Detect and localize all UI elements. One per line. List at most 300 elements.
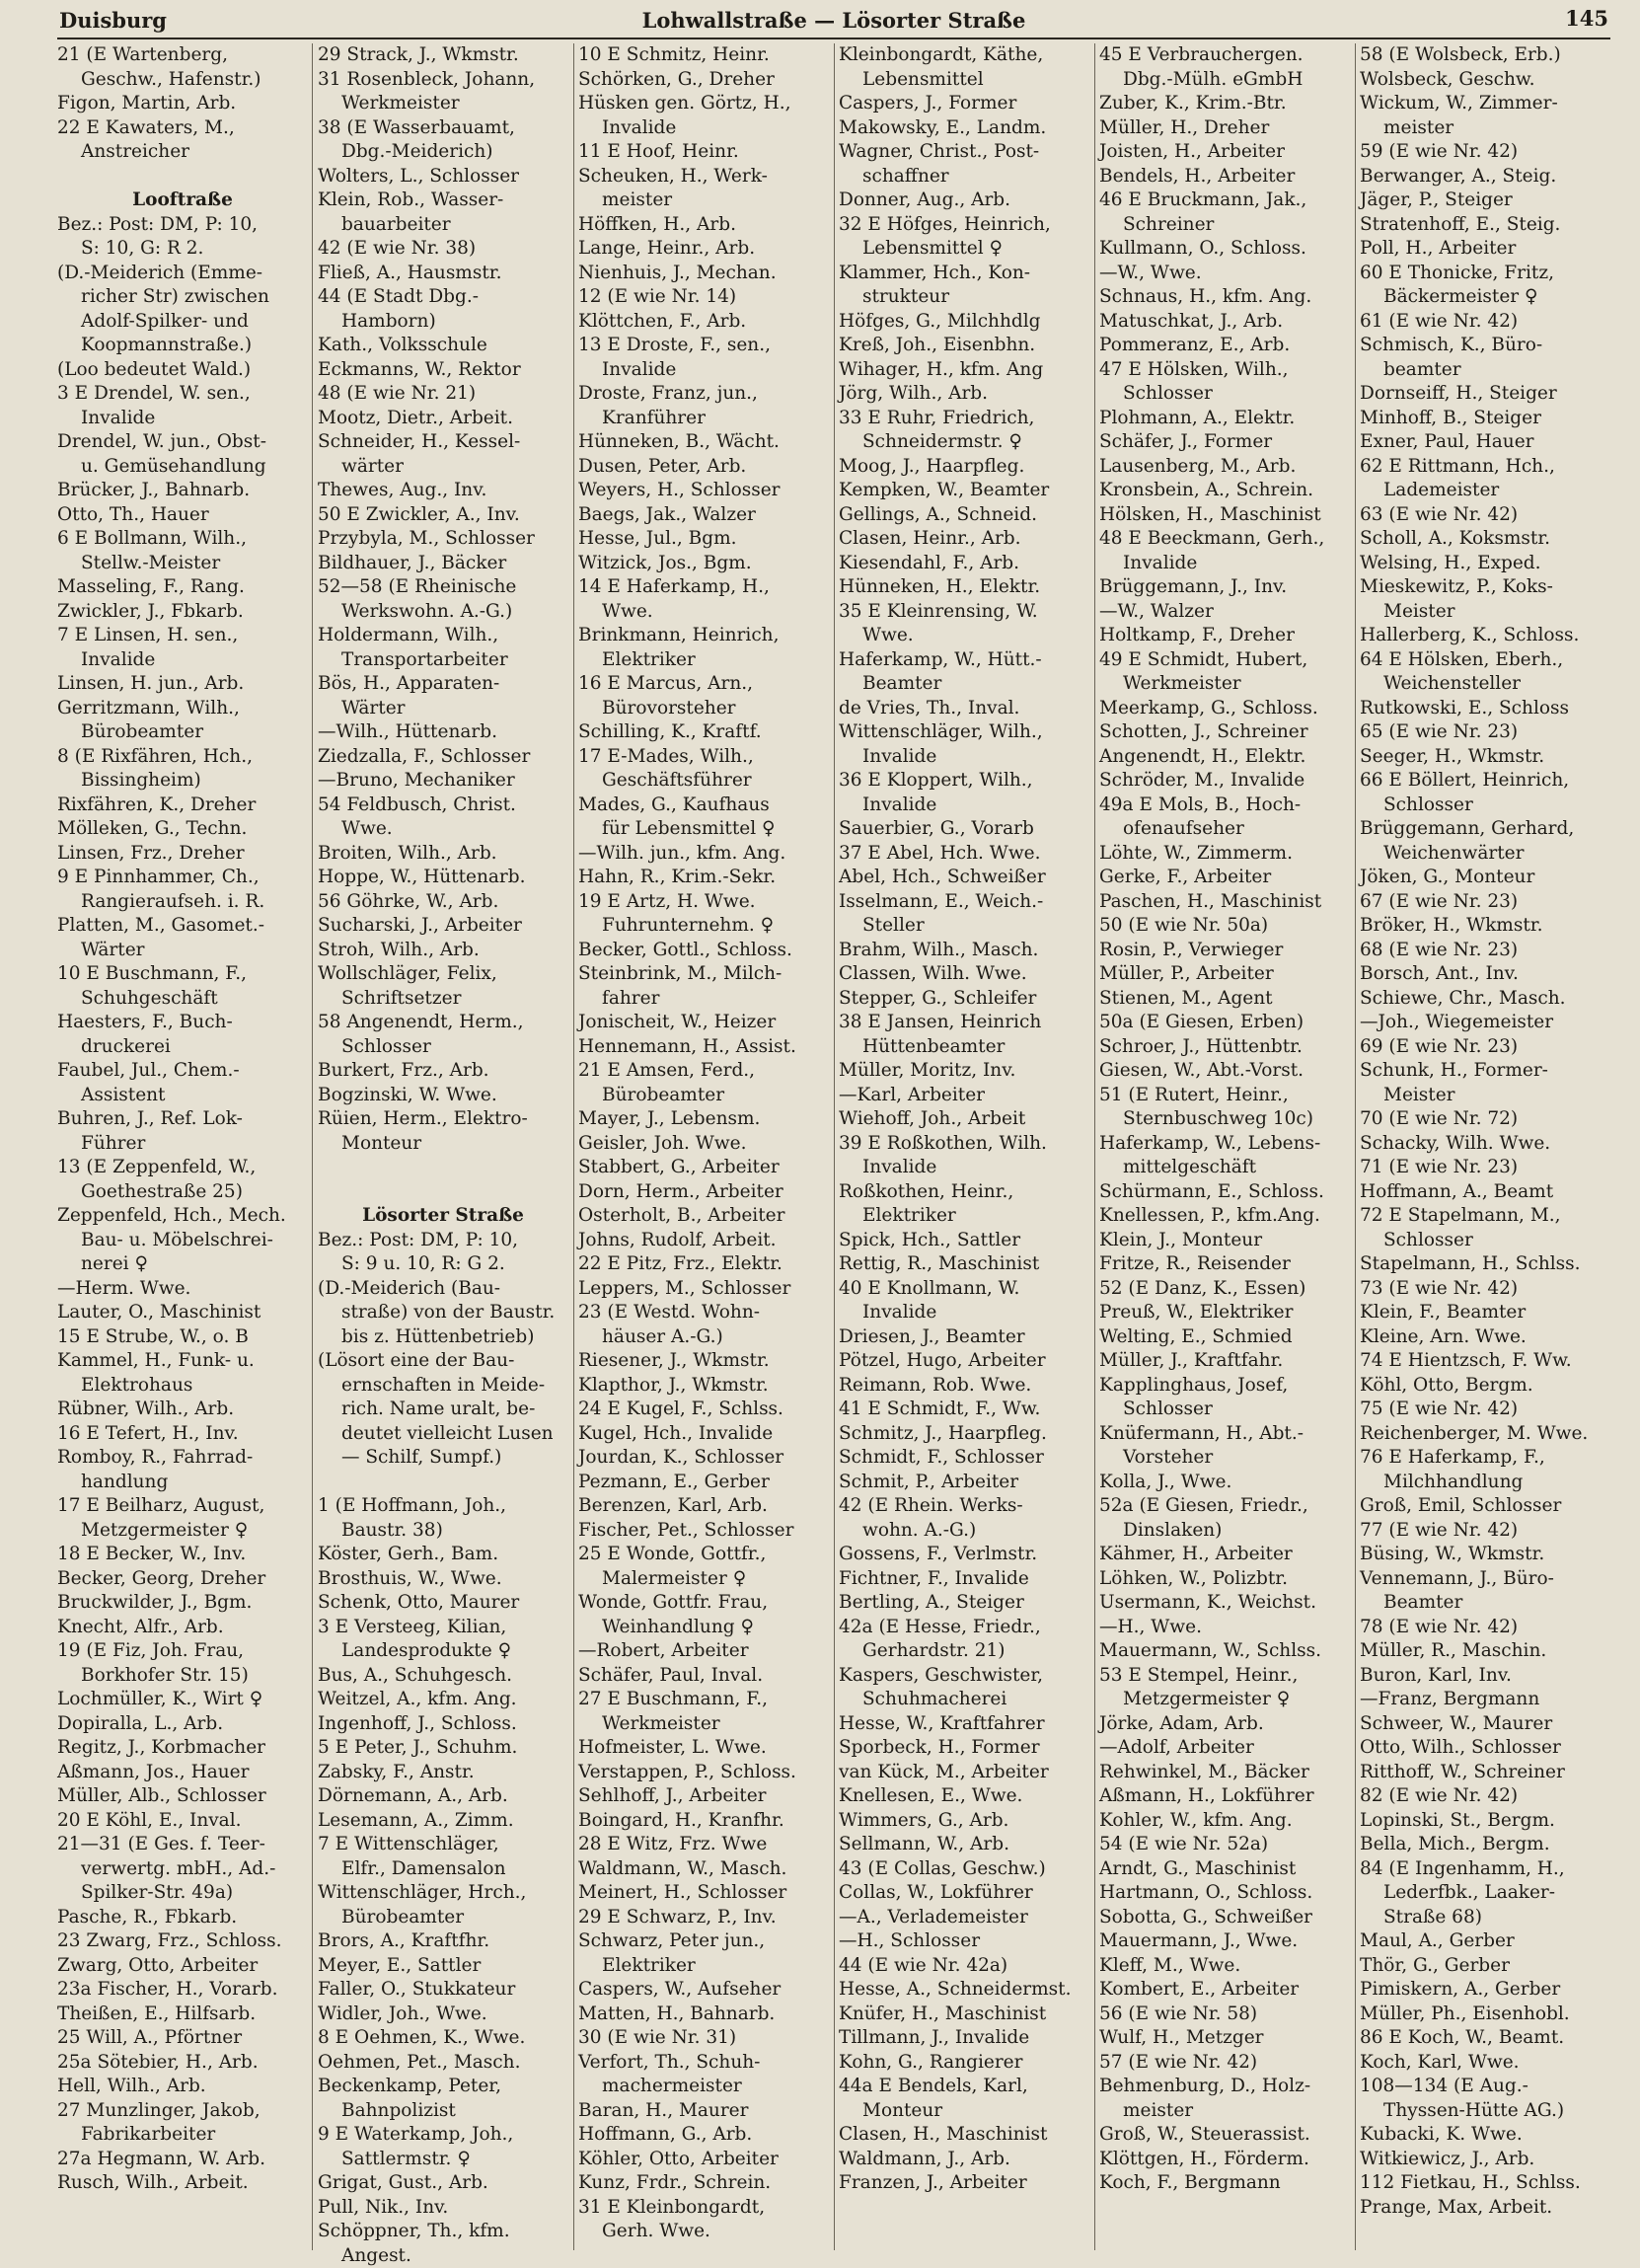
directory-line: 31 E Kleinbongardt, (578, 2196, 829, 2221)
directory-line: (Loo bedeutet Wald.) (57, 358, 308, 383)
directory-line: 54 Feldbusch, Christ. (318, 794, 568, 818)
directory-line: Höffken, H., Arb. (578, 213, 829, 238)
directory-line: 33 E Ruhr, Friedrich, (839, 407, 1089, 431)
directory-line: Wimmers, G., Arb. (839, 1809, 1089, 1834)
directory-line: Schroer, J., Hüttenbtr. (1099, 1035, 1350, 1060)
directory-line: Hüttenbeamter (839, 1035, 1089, 1060)
directory-line: Vennemann, J., Büro- (1360, 1567, 1610, 1592)
directory-line: 49 E Schmidt, Hubert, (1099, 648, 1350, 673)
directory-line: —Adolf, Arbeiter (1099, 1736, 1350, 1761)
directory-line: Dörnemann, A., Arb. (318, 1784, 568, 1809)
directory-line: Weinhandlung ♀ (578, 1616, 829, 1640)
directory-line: 41 E Schmidt, F., Ww. (839, 1398, 1089, 1422)
directory-line: Bürovorsteher (578, 697, 829, 721)
directory-line: 52a (E Giesen, Friedr., (1099, 1494, 1350, 1519)
directory-line: Müller, H., Dreher (1099, 116, 1350, 141)
directory-line: Matuschkat, J., Arb. (1099, 310, 1350, 335)
directory-line: Metzgermeister ♀ (57, 1519, 308, 1544)
directory-line: rich. Name uralt, be- (318, 1398, 568, 1422)
directory-line: Beckenkamp, Peter, (318, 2075, 568, 2099)
directory-line: Linsen, Frz., Dreher (57, 842, 308, 867)
directory-line: Kleinbongardt, Käthe, (839, 43, 1089, 68)
directory-line: Kiesendahl, F., Arb. (839, 552, 1089, 576)
column-divider (1094, 43, 1095, 2250)
directory-line: Hünneken, B., Wächt. (578, 430, 829, 455)
directory-line: —Wilh., Hüttenarb. (318, 720, 568, 745)
directory-line: 37 E Abel, Hch. Wwe. (839, 842, 1089, 867)
directory-line: Caspers, W., Aufseher (578, 1978, 829, 2003)
directory-line: 23 Zwarg, Frz., Schloss. (57, 1929, 308, 1954)
directory-line: 72 E Stapelmann, M., (1360, 1204, 1610, 1229)
directory-line: Rüien, Herm., Elektro- (318, 1107, 568, 1132)
directory-line: Steinbrink, M., Milch- (578, 962, 829, 987)
directory-line: Meister (1360, 600, 1610, 625)
directory-line: Invalide (839, 1301, 1089, 1325)
directory-line: 50 E Zwickler, A., Inv. (318, 503, 568, 528)
directory-line: Fichtner, F., Invalide (839, 1567, 1089, 1592)
directory-line: 3 E Versteeg, Kilian, (318, 1616, 568, 1640)
header-rule (57, 38, 1610, 39)
directory-line: 8 E Oehmen, K., Wwe. (318, 2026, 568, 2051)
directory-line: Wärter (57, 939, 308, 963)
directory-line: Führer (57, 1132, 308, 1157)
directory-line: Pommeranz, E., Arb. (1099, 334, 1350, 358)
directory-line: Gerke, F., Arbeiter (1099, 866, 1350, 890)
directory-line: Spick, Hch., Sattler (839, 1229, 1089, 1253)
directory-line: Wihager, H., kfm. Ang (839, 358, 1089, 383)
directory-line: Weyers, H., Schlosser (578, 479, 829, 503)
directory-line: Kombert, E., Arbeiter (1099, 1978, 1350, 2003)
directory-line: Stratenhoff, E., Steig. (1360, 213, 1610, 238)
directory-line: (D.-Meiderich (Emme- (57, 262, 308, 286)
directory-line: 70 (E wie Nr. 72) (1360, 1107, 1610, 1132)
directory-line: Schotten, J., Schreiner (1099, 720, 1350, 745)
directory-line: Malermeister ♀ (578, 1567, 829, 1592)
directory-line: 50a (E Giesen, Erben) (1099, 1011, 1350, 1035)
directory-line: Boingard, H., Kranfhr. (578, 1809, 829, 1834)
directory-line: Otto, Th., Hauer (57, 503, 308, 528)
directory-line: Schürmann, E., Schloss. (1099, 1180, 1350, 1205)
directory-line: Elektriker (839, 1204, 1089, 1229)
directory-line: Kammel, H., Funk- u. (57, 1349, 308, 1374)
directory-line: Rehwinkel, M., Bäcker (1099, 1761, 1350, 1785)
page-header (59, 4, 1608, 38)
directory-line: Transportarbeiter (318, 648, 568, 673)
directory-line: Sellmann, W., Arb. (839, 1833, 1089, 1857)
directory-line: 59 (E wie Nr. 42) (1360, 140, 1610, 165)
directory-line: 27a Hegmann, W. Arb. (57, 2148, 308, 2172)
directory-line: meister (578, 189, 829, 213)
directory-line: 6 E Bollmann, Wilh., (57, 527, 308, 552)
directory-line: 84 (E Ingenhamm, H., (1360, 1857, 1610, 1882)
directory-line: Klein, F., Beamter (1360, 1301, 1610, 1325)
directory-line: 22 E Pitz, Frz., Elektr. (578, 1252, 829, 1277)
directory-line: 16 E Marcus, Arn., (578, 672, 829, 697)
directory-line: Collas, W., Lokführer (839, 1881, 1089, 1906)
directory-line: Ingenhoff, J., Schloss. (318, 1712, 568, 1737)
directory-line: Bruckwilder, J., Bgm. (57, 1591, 308, 1616)
directory-line: Preuß, W., Elektriker (1099, 1301, 1350, 1325)
directory-line: Hoffmann, G., Arb. (578, 2123, 829, 2148)
directory-line: Wittenschläger, Hrch., (318, 1881, 568, 1906)
directory-line: Rettig, R., Maschinist (839, 1252, 1089, 1277)
directory-line: Kleine, Arn. Wwe. (1360, 1325, 1610, 1350)
directory-line: Welting, E., Schmied (1099, 1325, 1350, 1350)
directory-line: Leppers, M., Schlosser (578, 1277, 829, 1302)
directory-line: Lauter, O., Maschinist (57, 1301, 308, 1325)
directory-line: Büsing, W., Wkmstr. (1360, 1543, 1610, 1567)
directory-line: Invalide (57, 648, 308, 673)
directory-line: mittelgeschäft (1099, 1156, 1350, 1180)
directory-line: 3 E Drendel, W. sen., (57, 382, 308, 407)
directory-line: Otto, Wilh., Schlosser (1360, 1736, 1610, 1761)
street-heading: Lösorter Straße (318, 1204, 568, 1229)
directory-line: Köster, Gerh., Bam. (318, 1543, 568, 1567)
directory-line: Höfges, G., Milchhdlg (839, 310, 1089, 335)
directory-line: Fließ, A., Hausmstr. (318, 262, 568, 286)
directory-line: Hallerberg, K., Schloss. (1360, 624, 1610, 648)
directory-line: u. Gemüsehandlung (57, 455, 308, 480)
directory-line: 14 E Haferkamp, H., (578, 575, 829, 600)
directory-line: S: 9 u. 10, R: G 2. (318, 1252, 568, 1277)
directory-line: Przybyla, M., Schlosser (318, 527, 568, 552)
directory-line: Exner, Paul, Hauer (1360, 430, 1610, 455)
directory-line: Milchhandlung (1360, 1471, 1610, 1495)
directory-line: Maul, A., Gerber (1360, 1929, 1610, 1954)
directory-line: Welsing, H., Exped. (1360, 552, 1610, 576)
directory-column (578, 43, 829, 2250)
directory-line: Groß, W., Steuerassist. (1099, 2123, 1350, 2148)
directory-line: Pimiskern, A., Gerber (1360, 1978, 1610, 2003)
directory-line: Drendel, W. jun., Obst- (57, 430, 308, 455)
directory-line: 15 E Strube, W., o. B (57, 1325, 308, 1350)
directory-line: Müller, P., Arbeiter (1099, 962, 1350, 987)
directory-line: Sehlhoff, J., Arbeiter (578, 1784, 829, 1809)
directory-column (318, 43, 568, 2250)
directory-line: Aßmann, H., Lokführer (1099, 1784, 1350, 1809)
directory-line: Metzgermeister ♀ (1099, 1688, 1350, 1712)
directory-line: Ritthoff, W., Schreiner (1360, 1761, 1610, 1785)
directory-line: Löhte, W., Zimmerm. (1099, 842, 1350, 867)
directory-line: Kullmann, O., Schloss. (1099, 237, 1350, 262)
directory-line: Meyer, E., Sattler (318, 1954, 568, 1979)
directory-line: Fuhrunternehm. ♀ (578, 914, 829, 939)
directory-line: Geschw., Hafenstr.) (57, 68, 308, 93)
directory-line: Kreß, Joh., Eisenbhn. (839, 334, 1089, 358)
header-street-range: Lohwallstraße — Lösorter Straße (59, 8, 1608, 33)
directory-line: Kohn, G., Rangierer (839, 2051, 1089, 2076)
directory-line: Schneider, H., Kessel- (318, 430, 568, 455)
directory-line: Hesse, A., Schneidermst. (839, 1978, 1089, 2003)
directory-line: Lesemann, A., Zimm. (318, 1809, 568, 1834)
directory-line: Mauermann, W., Schlss. (1099, 1639, 1350, 1664)
directory-line: Poll, H., Arbeiter (1360, 237, 1610, 262)
directory-line: Müller, J., Kraftfahr. (1099, 1349, 1350, 1374)
directory-line: 48 (E wie Nr. 21) (318, 382, 568, 407)
directory-line: 112 Fietkau, H., Schlss. (1360, 2171, 1610, 2196)
directory-line: ernschaften in Meide- (318, 1374, 568, 1399)
directory-line: 60 E Thonicke, Fritz, (1360, 262, 1610, 286)
directory-line: Dopiralla, L., Arb. (57, 1712, 308, 1737)
directory-line: Lange, Heinr., Arb. (578, 237, 829, 262)
directory-line: Mieskewitz, P., Koks- (1360, 575, 1610, 600)
directory-column (1360, 43, 1610, 2250)
directory-line: 13 (E Zeppenfeld, W., (57, 1156, 308, 1180)
directory-line: Köhl, Otto, Bergm. (1360, 1374, 1610, 1399)
directory-line: Sporbeck, H., Former (839, 1736, 1089, 1761)
directory-line: bis z. Hüttenbetrieb) (318, 1325, 568, 1350)
directory-line: Müller, Ph., Eisenhobl. (1360, 2003, 1610, 2027)
directory-line: Jörke, Adam, Arb. (1099, 1712, 1350, 1737)
directory-line: Schäfer, J., Former (1099, 430, 1350, 455)
directory-line: 86 E Koch, W., Beamt. (1360, 2026, 1610, 2051)
directory-line: Schunk, H., Former- (1360, 1059, 1610, 1084)
directory-line: strukteur (839, 285, 1089, 310)
directory-line: Wärter (318, 697, 568, 721)
directory-line: — Schilf, Sumpf.) (318, 1446, 568, 1471)
directory-line: —H., Wwe. (1099, 1616, 1350, 1640)
directory-line: 35 E Kleinrensing, W. (839, 600, 1089, 625)
directory-line: Kähmer, H., Arbeiter (1099, 1543, 1350, 1567)
directory-line: 21 E Amsen, Ferd., (578, 1059, 829, 1084)
directory-line: 39 E Roßkothen, Wilh. (839, 1132, 1089, 1157)
directory-line: 27 Munzlinger, Jakob, (57, 2099, 308, 2124)
directory-line: Köhler, Otto, Arbeiter (578, 2148, 829, 2172)
directory-line: Groß, Emil, Schlosser (1360, 1494, 1610, 1519)
directory-line: Gellings, A., Schneid. (839, 503, 1089, 528)
directory-line: Holtkamp, F., Dreher (1099, 624, 1350, 648)
directory-line: 38 E Jansen, Heinrich (839, 1011, 1089, 1035)
directory-line: 23a Fischer, H., Vorarb. (57, 1978, 308, 2003)
directory-line: Kleff, M., Wwe. (1099, 1954, 1350, 1979)
directory-line: Bertling, A., Steiger (839, 1591, 1089, 1616)
directory-line: Bella, Mich., Bergm. (1360, 1833, 1610, 1857)
directory-line: Romboy, R., Fahrrad- (57, 1446, 308, 1471)
directory-line: Müller, Moritz, Inv. (839, 1059, 1089, 1084)
directory-line: 50 (E wie Nr. 50a) (1099, 914, 1350, 939)
directory-line: Wulf, H., Metzger (1099, 2026, 1350, 2051)
spacer (318, 1180, 568, 1205)
directory-line: 63 (E wie Nr. 42) (1360, 503, 1610, 528)
directory-line: Steller (839, 914, 1089, 939)
directory-line: Kath., Volksschule (318, 334, 568, 358)
directory-line: Kaspers, Geschwister, (839, 1664, 1089, 1689)
directory-line: Paschen, H., Maschinist (1099, 890, 1350, 915)
directory-line: Schacky, Wilh. Wwe. (1360, 1132, 1610, 1157)
directory-line: Jourdan, K., Schlosser (578, 1446, 829, 1471)
directory-line: Schörken, G., Dreher (578, 68, 829, 93)
directory-line: Hoffmann, A., Beamt (1360, 1180, 1610, 1205)
directory-line: Hoppe, W., Hüttenarb. (318, 866, 568, 890)
directory-line: Hölsken, H., Maschinist (1099, 503, 1350, 528)
directory-line: Koopmannstraße.) (57, 334, 308, 358)
directory-line: Dusen, Peter, Arb. (578, 455, 829, 480)
directory-line: Figon, Martin, Arb. (57, 92, 308, 116)
directory-line: 19 (E Fiz, Joh. Frau, (57, 1639, 308, 1664)
directory-line: Schlosser (1360, 794, 1610, 818)
directory-line: Bröker, H., Wkmstr. (1360, 914, 1610, 939)
directory-line: Brüggemann, J., Inv. (1099, 575, 1350, 600)
directory-line: —Herm. Wwe. (57, 1277, 308, 1302)
directory-line: Thör, G., Gerber (1360, 1954, 1610, 1979)
directory-line: 76 E Haferkamp, F., (1360, 1446, 1610, 1471)
directory-line: Klein, J., Monteur (1099, 1229, 1350, 1253)
directory-line: Reimann, Rob. Wwe. (839, 1374, 1089, 1399)
directory-line: Bürobeamter (578, 1084, 829, 1108)
directory-line: 17 E Beilharz, August, (57, 1494, 308, 1519)
directory-line: Donner, Aug., Arb. (839, 189, 1089, 213)
directory-line: Lederfbk., Laaker- (1360, 1881, 1610, 1906)
directory-line: 38 (E Wasserbauamt, (318, 116, 568, 141)
directory-line: Sauerbier, G., Vorarb (839, 817, 1089, 842)
directory-line: Meerkamp, G., Schloss. (1099, 697, 1350, 721)
spacer (57, 165, 308, 189)
directory-line: 46 E Bruckmann, Jak., (1099, 189, 1350, 213)
directory-line: 12 (E wie Nr. 14) (578, 285, 829, 310)
directory-line: 58 Angenendt, Herm., (318, 1011, 568, 1035)
directory-line: 25 E Wonde, Gottfr., (578, 1543, 829, 1567)
directory-line: 48 E Beeckmann, Gerh., (1099, 527, 1350, 552)
directory-line: Waldmann, J., Arb. (839, 2148, 1089, 2172)
directory-line: 16 E Tefert, H., Inv. (57, 1422, 308, 1447)
directory-line: Invalide (839, 794, 1089, 818)
directory-line: Vorsteher (1099, 1446, 1350, 1471)
directory-line: Beamter (1360, 1591, 1610, 1616)
directory-line: Kohler, W., kfm. Ang. (1099, 1809, 1350, 1834)
directory-line: Zeppenfeld, Hch., Mech. (57, 1204, 308, 1229)
directory-line: schaffner (839, 165, 1089, 189)
directory-line: Straße 68) (1360, 1906, 1610, 1930)
directory-line: Kempken, W., Beamter (839, 479, 1089, 503)
directory-line: 74 E Hientzsch, F. Ww. (1360, 1349, 1610, 1374)
directory-line: Schmidt, F., Schlosser (839, 1446, 1089, 1471)
directory-line: Brinkmann, Heinrich, (578, 624, 829, 648)
directory-line: Bildhauer, J., Bäcker (318, 552, 568, 576)
directory-line: Adolf-Spilker- und (57, 310, 308, 335)
directory-line: Linsen, H. jun., Arb. (57, 672, 308, 697)
directory-line: wärter (318, 455, 568, 480)
directory-line: Lopinski, St., Bergm. (1360, 1809, 1610, 1834)
directory-line: Fabrikarbeiter (57, 2123, 308, 2148)
directory-line: Schlosser (318, 1035, 568, 1060)
directory-line: Wwe. (839, 624, 1089, 648)
directory-line: Wollschläger, Felix, (318, 962, 568, 987)
directory-line: 71 (E wie Nr. 23) (1360, 1156, 1610, 1180)
directory-line: Brüggemann, Gerhard, (1360, 817, 1610, 842)
directory-line: Assistent (57, 1084, 308, 1108)
directory-line: Bahnpolizist (318, 2099, 568, 2124)
directory-line: Faller, O., Stukkateur (318, 1978, 568, 2003)
directory-line: —W., Walzer (1099, 600, 1350, 625)
directory-line: Schuhmacherei (839, 1688, 1089, 1712)
directory-line: Haesters, F., Buch- (57, 1011, 308, 1035)
directory-line: Elektrohaus (57, 1374, 308, 1399)
directory-line: Angest. (318, 2244, 568, 2268)
directory-line: 18 E Becker, W., Inv. (57, 1543, 308, 1567)
directory-line: Zabsky, F., Anstr. (318, 1761, 568, 1785)
directory-line: Wwe. (318, 817, 568, 842)
directory-line: Schöppner, Th., kfm. (318, 2220, 568, 2244)
directory-line: Berwanger, A., Steig. (1360, 165, 1610, 189)
directory-line: Knüfer, H., Maschinist (839, 2003, 1089, 2027)
directory-line: 8 (E Rixfähren, Hch., (57, 745, 308, 770)
directory-line: —Franz, Bergmann (1360, 1688, 1610, 1712)
directory-line: de Vries, Th., Inval. (839, 697, 1089, 721)
directory-line: Tillmann, J., Invalide (839, 2026, 1089, 2051)
directory-line: 29 Strack, J., Wkmstr. (318, 43, 568, 68)
directory-line: Dbg.-Meiderich) (318, 140, 568, 165)
directory-line: 23 (E Westd. Wohn- (578, 1301, 829, 1325)
directory-line: Schweer, W., Maurer (1360, 1712, 1610, 1737)
directory-line: Mayer, J., Lebensm. (578, 1107, 829, 1132)
directory-line: Zwarg, Otto, Arbeiter (57, 1954, 308, 1979)
directory-line: Pötzel, Hugo, Arbeiter (839, 1349, 1089, 1374)
directory-line: Bürobeamter (57, 720, 308, 745)
directory-line: Ziedzalla, F., Schlosser (318, 745, 568, 770)
directory-line: Witkiewicz, J., Arb. (1360, 2148, 1610, 2172)
directory-column (839, 43, 1089, 2250)
directory-line: 40 E Knollmann, W. (839, 1277, 1089, 1302)
directory-line: Behmenburg, D., Holz- (1099, 2075, 1350, 2099)
directory-line: Werkswohn. A.-G.) (318, 600, 568, 625)
directory-line: Mootz, Dietr., Arbeit. (318, 407, 568, 431)
directory-line: Stroh, Wilh., Arb. (318, 939, 568, 963)
directory-line: Dorn, Herm., Arbeiter (578, 1180, 829, 1205)
directory-line: Plohmann, A., Elektr. (1099, 407, 1350, 431)
directory-line: Weitzel, A., kfm. Ang. (318, 1688, 568, 1712)
directory-line: Clasen, Heinr., Arb. (839, 527, 1089, 552)
directory-line: Gerh. Wwe. (578, 2220, 829, 2244)
directory-line: 21 (E Wartenberg, (57, 43, 308, 68)
directory-line: 44 (E wie Nr. 42a) (839, 1954, 1089, 1979)
directory-line: —A., Verlademeister (839, 1906, 1089, 1930)
directory-line: Classen, Wilh. Wwe. (839, 962, 1089, 987)
directory-line: 25a Sötebier, H., Arb. (57, 2051, 308, 2076)
directory-line: Isselmann, E., Weich.- (839, 890, 1089, 915)
directory-line: 49a E Mols, B., Hoch- (1099, 794, 1350, 818)
directory-line: Elfr., Damensalon (318, 1857, 568, 1882)
directory-line: 62 E Rittmann, Hch., (1360, 455, 1610, 480)
directory-line: Sobotta, G., Schweißer (1099, 1906, 1350, 1930)
directory-line: Schreiner (1099, 213, 1350, 238)
directory-line: Droste, Franz, jun., (578, 382, 829, 407)
directory-line: Kronsbein, A., Schrein. (1099, 479, 1350, 503)
directory-line: Burkert, Frz., Arb. (318, 1059, 568, 1084)
directory-line: 67 (E wie Nr. 23) (1360, 890, 1610, 915)
directory-line: Elektriker (578, 1954, 829, 1979)
directory-line: Matten, H., Bahnarb. (578, 2003, 829, 2027)
directory-line: Werkmeister (318, 92, 568, 116)
header-city: Duisburg (59, 8, 167, 33)
directory-line: Schuhgeschäft (57, 987, 308, 1012)
directory-line: Schlosser (1360, 1229, 1610, 1253)
directory-line: Wittenschläger, Wilh., (839, 720, 1089, 745)
directory-line: Wagner, Christ., Post- (839, 140, 1089, 165)
directory-line: Weichenwärter (1360, 842, 1610, 867)
directory-line: Stabbert, G., Arbeiter (578, 1156, 829, 1180)
directory-line: (D.-Meiderich (Bau- (318, 1277, 568, 1302)
directory-line: van Kück, M., Arbeiter (839, 1761, 1089, 1785)
directory-line: Wickum, W., Zimmer- (1360, 92, 1610, 116)
directory-line: Lebensmittel ♀ (839, 237, 1089, 262)
directory-line: bauarbeiter (318, 213, 568, 238)
column-divider (573, 43, 574, 2250)
directory-line: Bissingheim) (57, 769, 308, 794)
directory-line: 65 (E wie Nr. 23) (1360, 720, 1610, 745)
directory-line: 44 (E Stadt Dbg.- (318, 285, 568, 310)
directory-line: 22 E Kawaters, M., (57, 116, 308, 141)
directory-line: —Robert, Arbeiter (578, 1639, 829, 1664)
